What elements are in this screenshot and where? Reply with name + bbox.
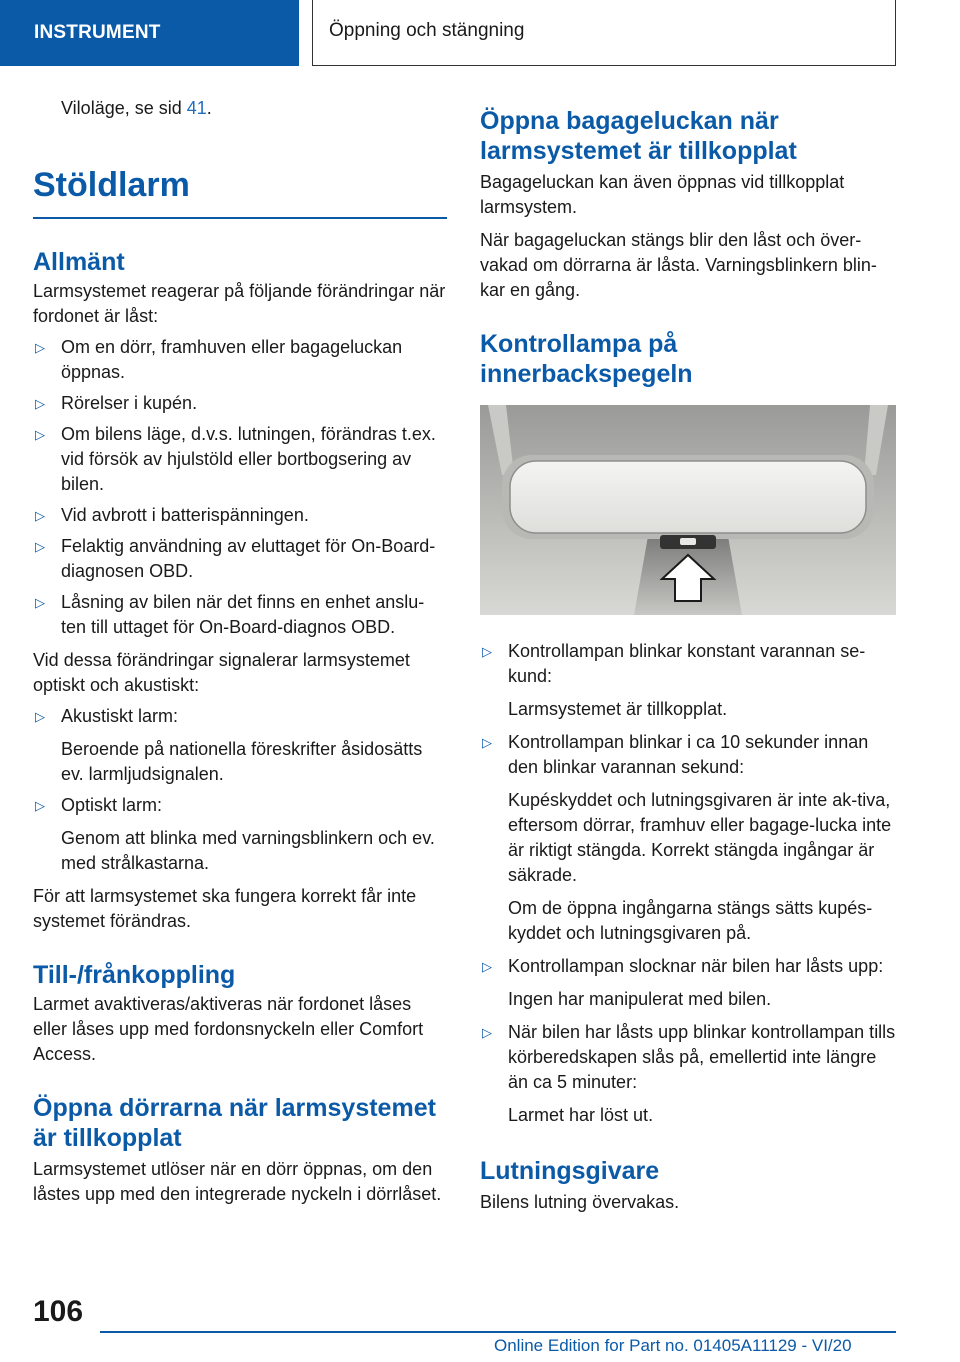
list-item: ▷ Kontrollampan slocknar när bilen har låsts upp: Ingen har manipulerat med bilen.	[480, 954, 896, 1012]
triangle-bullet-icon: ▷	[482, 735, 492, 750]
trigger-list	[33, 335, 447, 640]
list-item-detail: Kupéskyddet och lutningsgivaren är inte ak-tiva, eftersom dörrar, framhuv eller bagage-lucka inte är riktigt stängda. Korrekt stängda ingångar är säkrade.	[508, 790, 892, 885]
list-item: ▷ Felaktig användning av eluttaget för On-Board-diagnosen OBD.	[35, 536, 436, 581]
page-title: Stöldlarm	[33, 165, 447, 219]
section-tab: INSTRUMENT	[0, 0, 299, 66]
triangle-bullet-icon: ▷	[482, 644, 492, 659]
right-column	[480, 96, 896, 1215]
alarm-list	[33, 704, 447, 876]
list-item: ▷ Rörelser i kupén.	[33, 391, 447, 416]
tilt-text: Bilens lutning övervakas.	[480, 1192, 680, 1212]
triangle-bullet-icon: ▷	[35, 709, 45, 724]
triangle-bullet-icon: ▷	[35, 427, 45, 442]
edition-text: Online Edition for Part no. 01405A11129 - VI/20	[494, 1336, 852, 1355]
list-item: ▷ Låsning av bilen när det finns en enhet anslu-ten till uttaget för On-Board-diagnos OBD.	[35, 592, 425, 637]
sleep-text: Viloläge, se sid	[61, 98, 187, 118]
lamp-heading: Kontrollampa på innerbackspegeln	[480, 330, 693, 388]
list-item: ▷ När bilen har låsts upp blinkar kontrollampan tills körberedskapen slås på, emellertid inte längre än ca 5 minuter: Larmet har löst ut.	[480, 1020, 896, 1128]
open-trunk-p2: När bagageluckan stängs blir den låst och över-vakad om dörrarna är låsta. Varningsblinkern blin-kar en gång.	[480, 230, 877, 300]
list-item-detail: Larmet har löst ut.	[508, 1105, 654, 1125]
list-item: ▷ Akustiskt larm: Beroende på nationella föreskrifter åsidosätts ev. larmljudsignalen.	[33, 704, 447, 787]
rearview-mirror-image	[480, 405, 896, 615]
list-item-detail: Om de öppna ingångarna stängs sätts kupés-kyddet och lutningsgivaren på.	[508, 898, 873, 943]
toggle-text: Larmet avaktiveras/aktiveras när fordonet låses eller låses upp med fordonsnyckeln eller Comfort Access.	[33, 994, 424, 1064]
triangle-bullet-icon: ▷	[35, 595, 45, 610]
triangle-bullet-icon: ▷	[35, 798, 45, 813]
lamp-status-list	[480, 639, 896, 1128]
general-intro: Larmsystemet reagerar på följande förändringar när fordonet är låst:	[33, 281, 446, 326]
list-item: ▷ Om en dörr, framhuven eller bagageluckan öppnas.	[35, 337, 403, 382]
page-number: 106	[33, 1295, 84, 1328]
open-trunk-p1: Bagageluckan kan även öppnas vid tillkopplat larmsystem.	[480, 172, 845, 217]
list-item: ▷ Kontrollampan blinkar i ca 10 sekunder innan den blinkar varannan sekund: Kupéskyddet och lutningsgivaren är inte ak-tiva, eftersom dörrar, framhuv eller bagage-lucka inte är riktigt stängda. Korrekt stängda ingångar är säkrade. Om de öppna ingångarna stängs sätts kupés-kyddet och lutningsgivaren på.	[480, 730, 896, 946]
open-doors-text: Larmsystemet utlöser när en dörr öppnas, om den låstes upp med den integrerade nyckeln i dörrlåset.	[33, 1159, 442, 1204]
triangle-bullet-icon: ▷	[35, 539, 45, 554]
triangle-bullet-icon: ▷	[482, 1025, 492, 1040]
triangle-bullet-icon: ▷	[35, 508, 45, 523]
open-trunk-heading: Öppna bagageluckan när larmsystemet är tillkopplat	[480, 107, 797, 165]
list-item: ▷ Optiskt larm: Genom att blinka med varningsblinkern och ev. med strålkastarna.	[33, 793, 447, 876]
signal-text: Vid dessa förändringar signalerar larmsystemet optiskt och akustiskt:	[33, 650, 410, 695]
triangle-bullet-icon: ▷	[35, 396, 45, 411]
list-item: ▷ Kontrollampan blinkar konstant varannan se-kund: Larmsystemet är tillkopplat.	[480, 639, 896, 722]
sleep-end: .	[206, 98, 212, 118]
left-column	[33, 96, 447, 1207]
chapter-title: Öppning och stängning	[312, 0, 896, 66]
page-link[interactable]: 41	[186, 98, 207, 118]
list-item-detail: Ingen har manipulerat med bilen.	[508, 989, 772, 1009]
general-heading: Allmänt	[33, 248, 125, 276]
list-item-detail: Larmsystemet är tillkopplat.	[508, 699, 728, 719]
list-item-detail: Genom att blinka med varningsblinkern och ev. med strålkastarna.	[61, 828, 435, 873]
page-header	[0, 0, 960, 66]
sleep-mode-reference	[33, 96, 447, 121]
general-outro: För att larmsystemet ska fungera korrekt får inte systemet förändras.	[33, 886, 417, 931]
open-doors-heading: Öppna dörrarna när larmsystemet är tillkopplat	[33, 1094, 436, 1152]
tilt-heading: Lutningsgivare	[480, 1157, 660, 1185]
list-item: ▷ Om bilens läge, d.v.s. lutningen, förändras t.ex. vid försök av hjulstöld eller bortbogsering av bilen.	[35, 424, 436, 494]
triangle-bullet-icon: ▷	[35, 340, 45, 355]
toggle-heading: Till-/frånkoppling	[33, 961, 236, 989]
triangle-bullet-icon: ▷	[482, 959, 492, 974]
list-item: ▷ Vid avbrott i batterispänningen.	[33, 503, 447, 528]
list-item-detail: Beroende på nationella föreskrifter åsidosätts ev. larmljudsignalen.	[61, 739, 423, 784]
footer-divider	[100, 1331, 896, 1333]
